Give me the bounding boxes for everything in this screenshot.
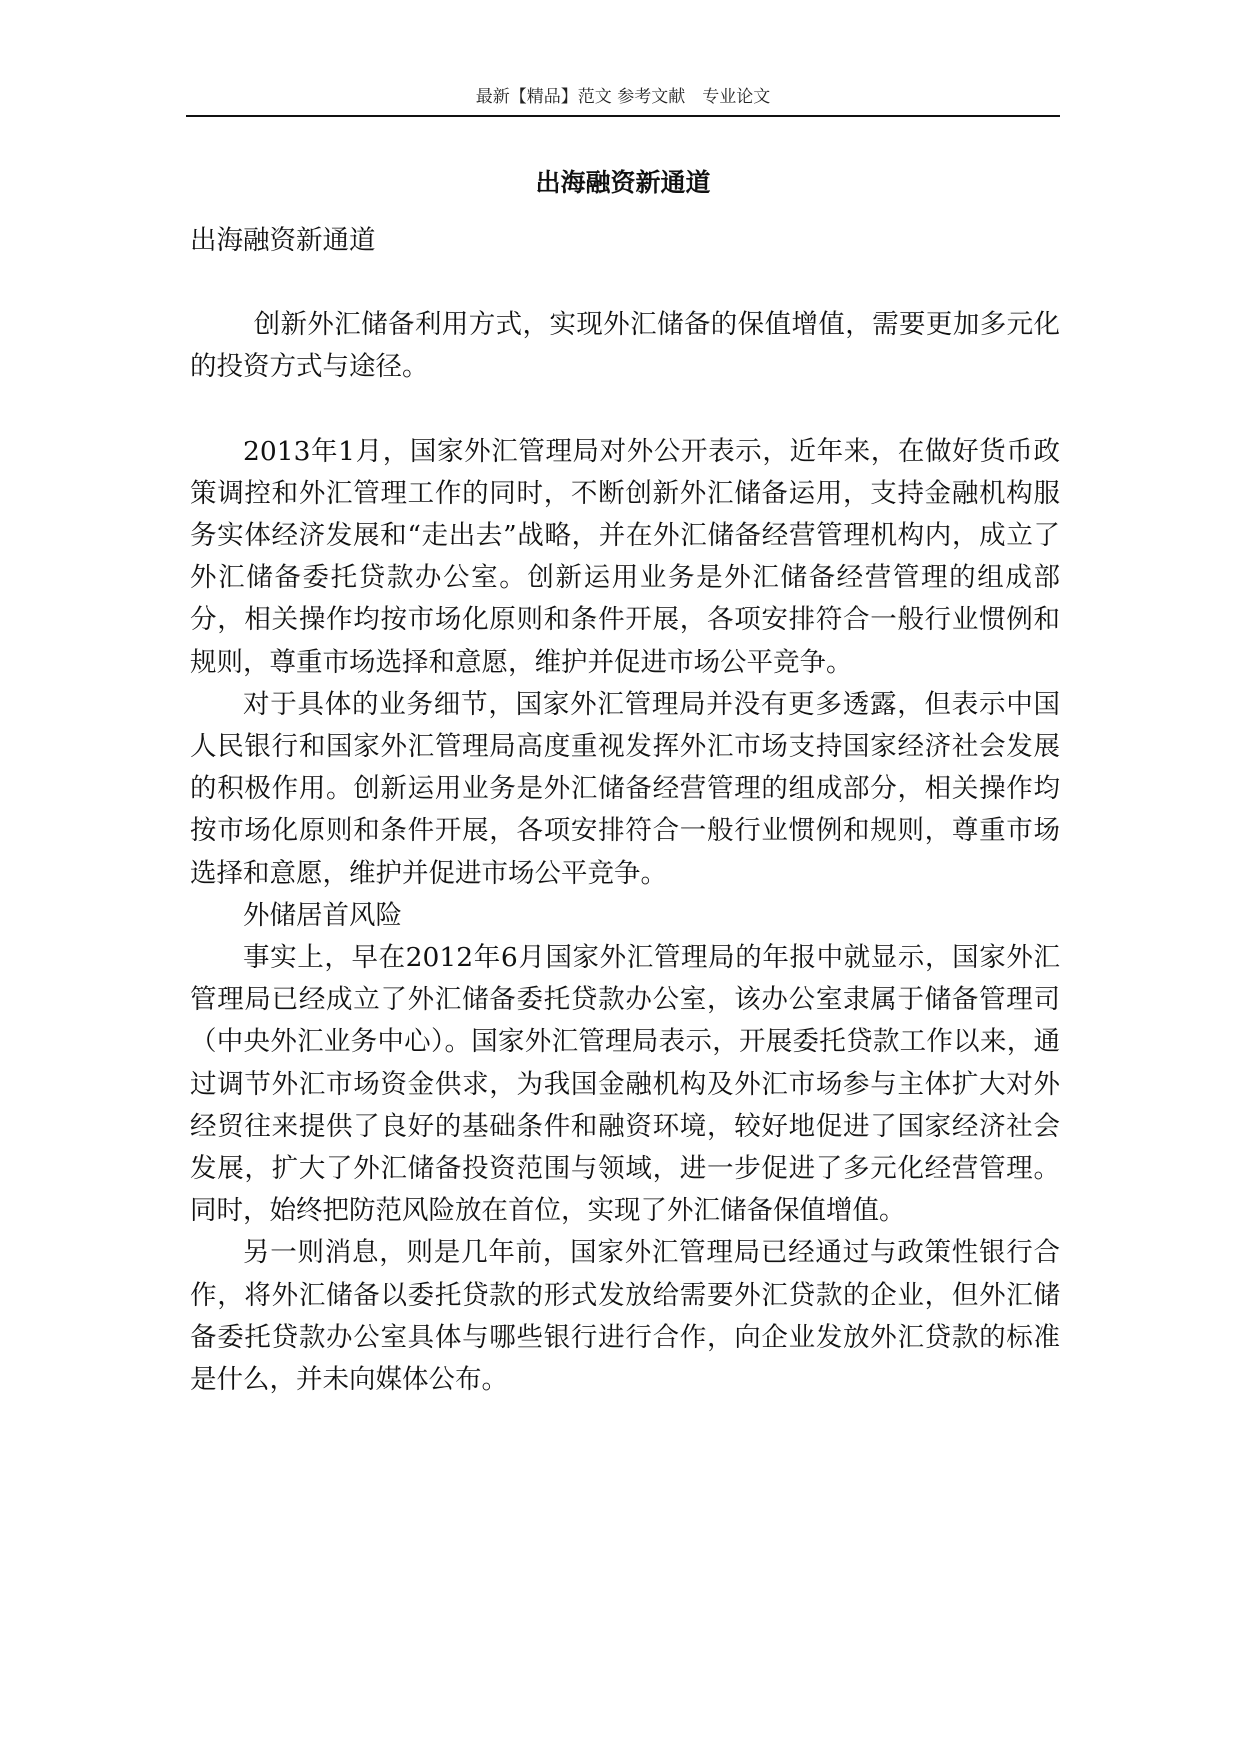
body-paragraph: 2013年1月，国家外汇管理局对外公开表示，近年来，在做好货币政策调控和外汇管理工作的同时，不断创新外汇储备运用，支持金融机构服务实体经济发展和“走出去”战略，并在外汇储备经营管理机构内，成立了外汇储备委托贷款办公室。创新运用业务是外汇储备经营管理的组成部分，相关操作均按市场化原则和条件开展，各项安排符合一般行业惯例和规则，尊重市场选择和意愿，维护并促进市场公平竞争。	[190, 435, 1060, 678]
body-paragraph: 对于具体的业务细节，国家外汇管理局并没有更多透露，但表示中国人民银行和国家外汇管理局高度重视发挥外汇市场支持国家经济社会发展的积极作用。创新运用业务是外汇储备经营管理的组成部分，相关操作均按市场化原则和条件开展，各项安排符合一般行业惯例和规则，尊重市场选择和意愿，维护并促进市场公平竞争。	[190, 688, 1060, 889]
body-paragraph: 另一则消息，则是几年前，国家外汇管理局已经通过与政策性银行合作，将外汇储备以委托贷款的形式发放给需要外汇贷款的企业，但外汇储备委托贷款办公室具体与哪些银行进行合作，向企业发放外汇贷款的标准是什么，并未向媒体公布。	[190, 1237, 1060, 1396]
body-paragraph: 事实上，早在2012年6月国家外汇管理局的年报中就显示，国家外汇管理局已经成立了外汇储备委托贷款办公室，该办公室隶属于储备管理司（中央外汇业务中心）。国家外汇管理局表示，开展委托贷款工作以来，通过调节外汇市场资金供求，为我国金融机构及外汇市场参与主体扩大对外经贸往来提供了良好的基础条件和融资环境，较好地促进了国家经济社会发展，扩大了外汇储备投资范围与领域，进一步促进了多元化经营管理。同时，始终把防范风险放在首位，实现了外汇储备保值增值。	[190, 942, 1060, 1227]
document-body	[190, 220, 1060, 1401]
lead-paragraph: 创新外汇储备利用方式，实现外汇储备的保值增值，需要更加多元化的投资方式与途径。	[190, 309, 1060, 383]
paragraph-gap	[190, 262, 1060, 304]
document-title: 出海融资新通道	[535, 168, 711, 197]
header-divider	[186, 115, 1060, 117]
section-heading: 外储居首风险	[243, 899, 402, 931]
document-subtitle: 出海融资新通道	[190, 225, 376, 256]
paragraph-gap	[190, 389, 1060, 431]
running-header: 最新【精品】范文 参考文献 专业论文	[475, 87, 771, 107]
